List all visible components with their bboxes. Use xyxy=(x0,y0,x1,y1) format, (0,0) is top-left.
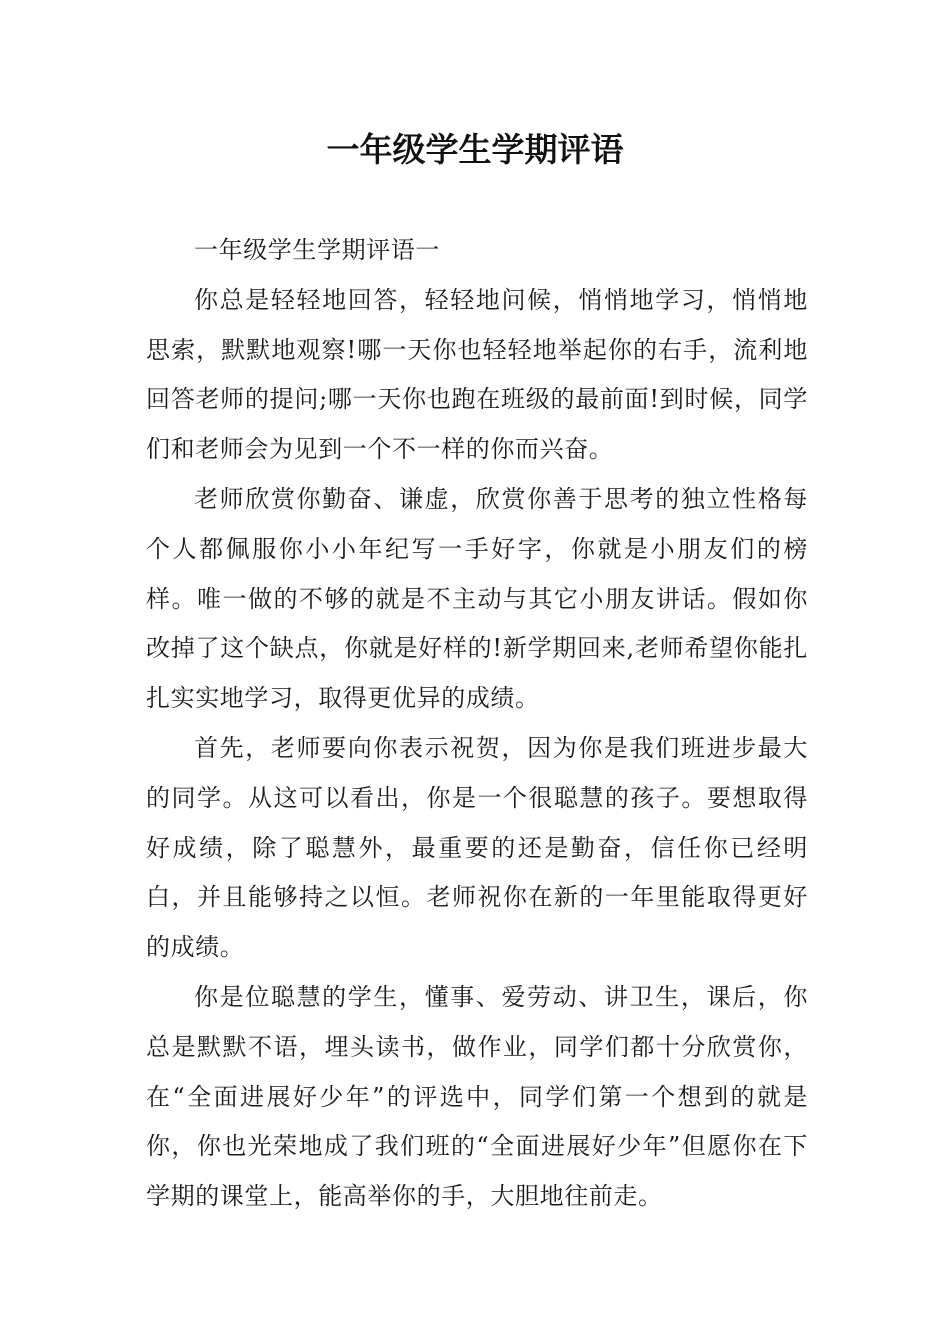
paragraph-2: 老师欣赏你勤奋、谦虚，欣赏你善于思考的独立性格每个人都佩服你小小年纪写一手好字，你就是小朋友们的榜样。唯一做的不够的就是不主动与其它小朋友讲话。假如你改掉了这个缺点，你就是好样的!新学期回来,老师希望你能扎扎实实地学习，取得更优异的成绩。 xyxy=(146,484,808,713)
document-title: 一年级学生学期评语 xyxy=(326,130,624,169)
section-heading: 一年级学生学期评语一 xyxy=(194,236,440,264)
document-body xyxy=(146,226,808,1222)
paragraph-4: 你是位聪慧的学生，懂事、爱劳动、讲卫生，课后，你总是默默不语，埋头读书，做作业，同学们都十分欣赏你，在“全面进展好少年”的评选中，同学们第一个想到的就是你，你也光荣地成了我们班的“全面进展好少年”但愿你在下学期的课堂上，能高举你的手，大胆地往前走。 xyxy=(146,982,808,1211)
paragraph-1: 你总是轻轻地回答，轻轻地问候，悄悄地学习，悄悄地思索，默默地观察!哪一天你也轻轻地举起你的右手，流利地回答老师的提问;哪一天你也跑在班级的最前面!到时候，同学们和老师会为见到一个不一样的你而兴奋。 xyxy=(146,285,808,464)
paragraph-3: 首先，老师要向你表示祝贺，因为你是我们班进步最大的同学。从这可以看出，你是一个很聪慧的孩子。要想取得好成绩，除了聪慧外，最重要的还是勤奋，信任你已经明白，并且能够持之以恒。老师祝你在新的一年里能取得更好的成绩。 xyxy=(146,733,808,962)
